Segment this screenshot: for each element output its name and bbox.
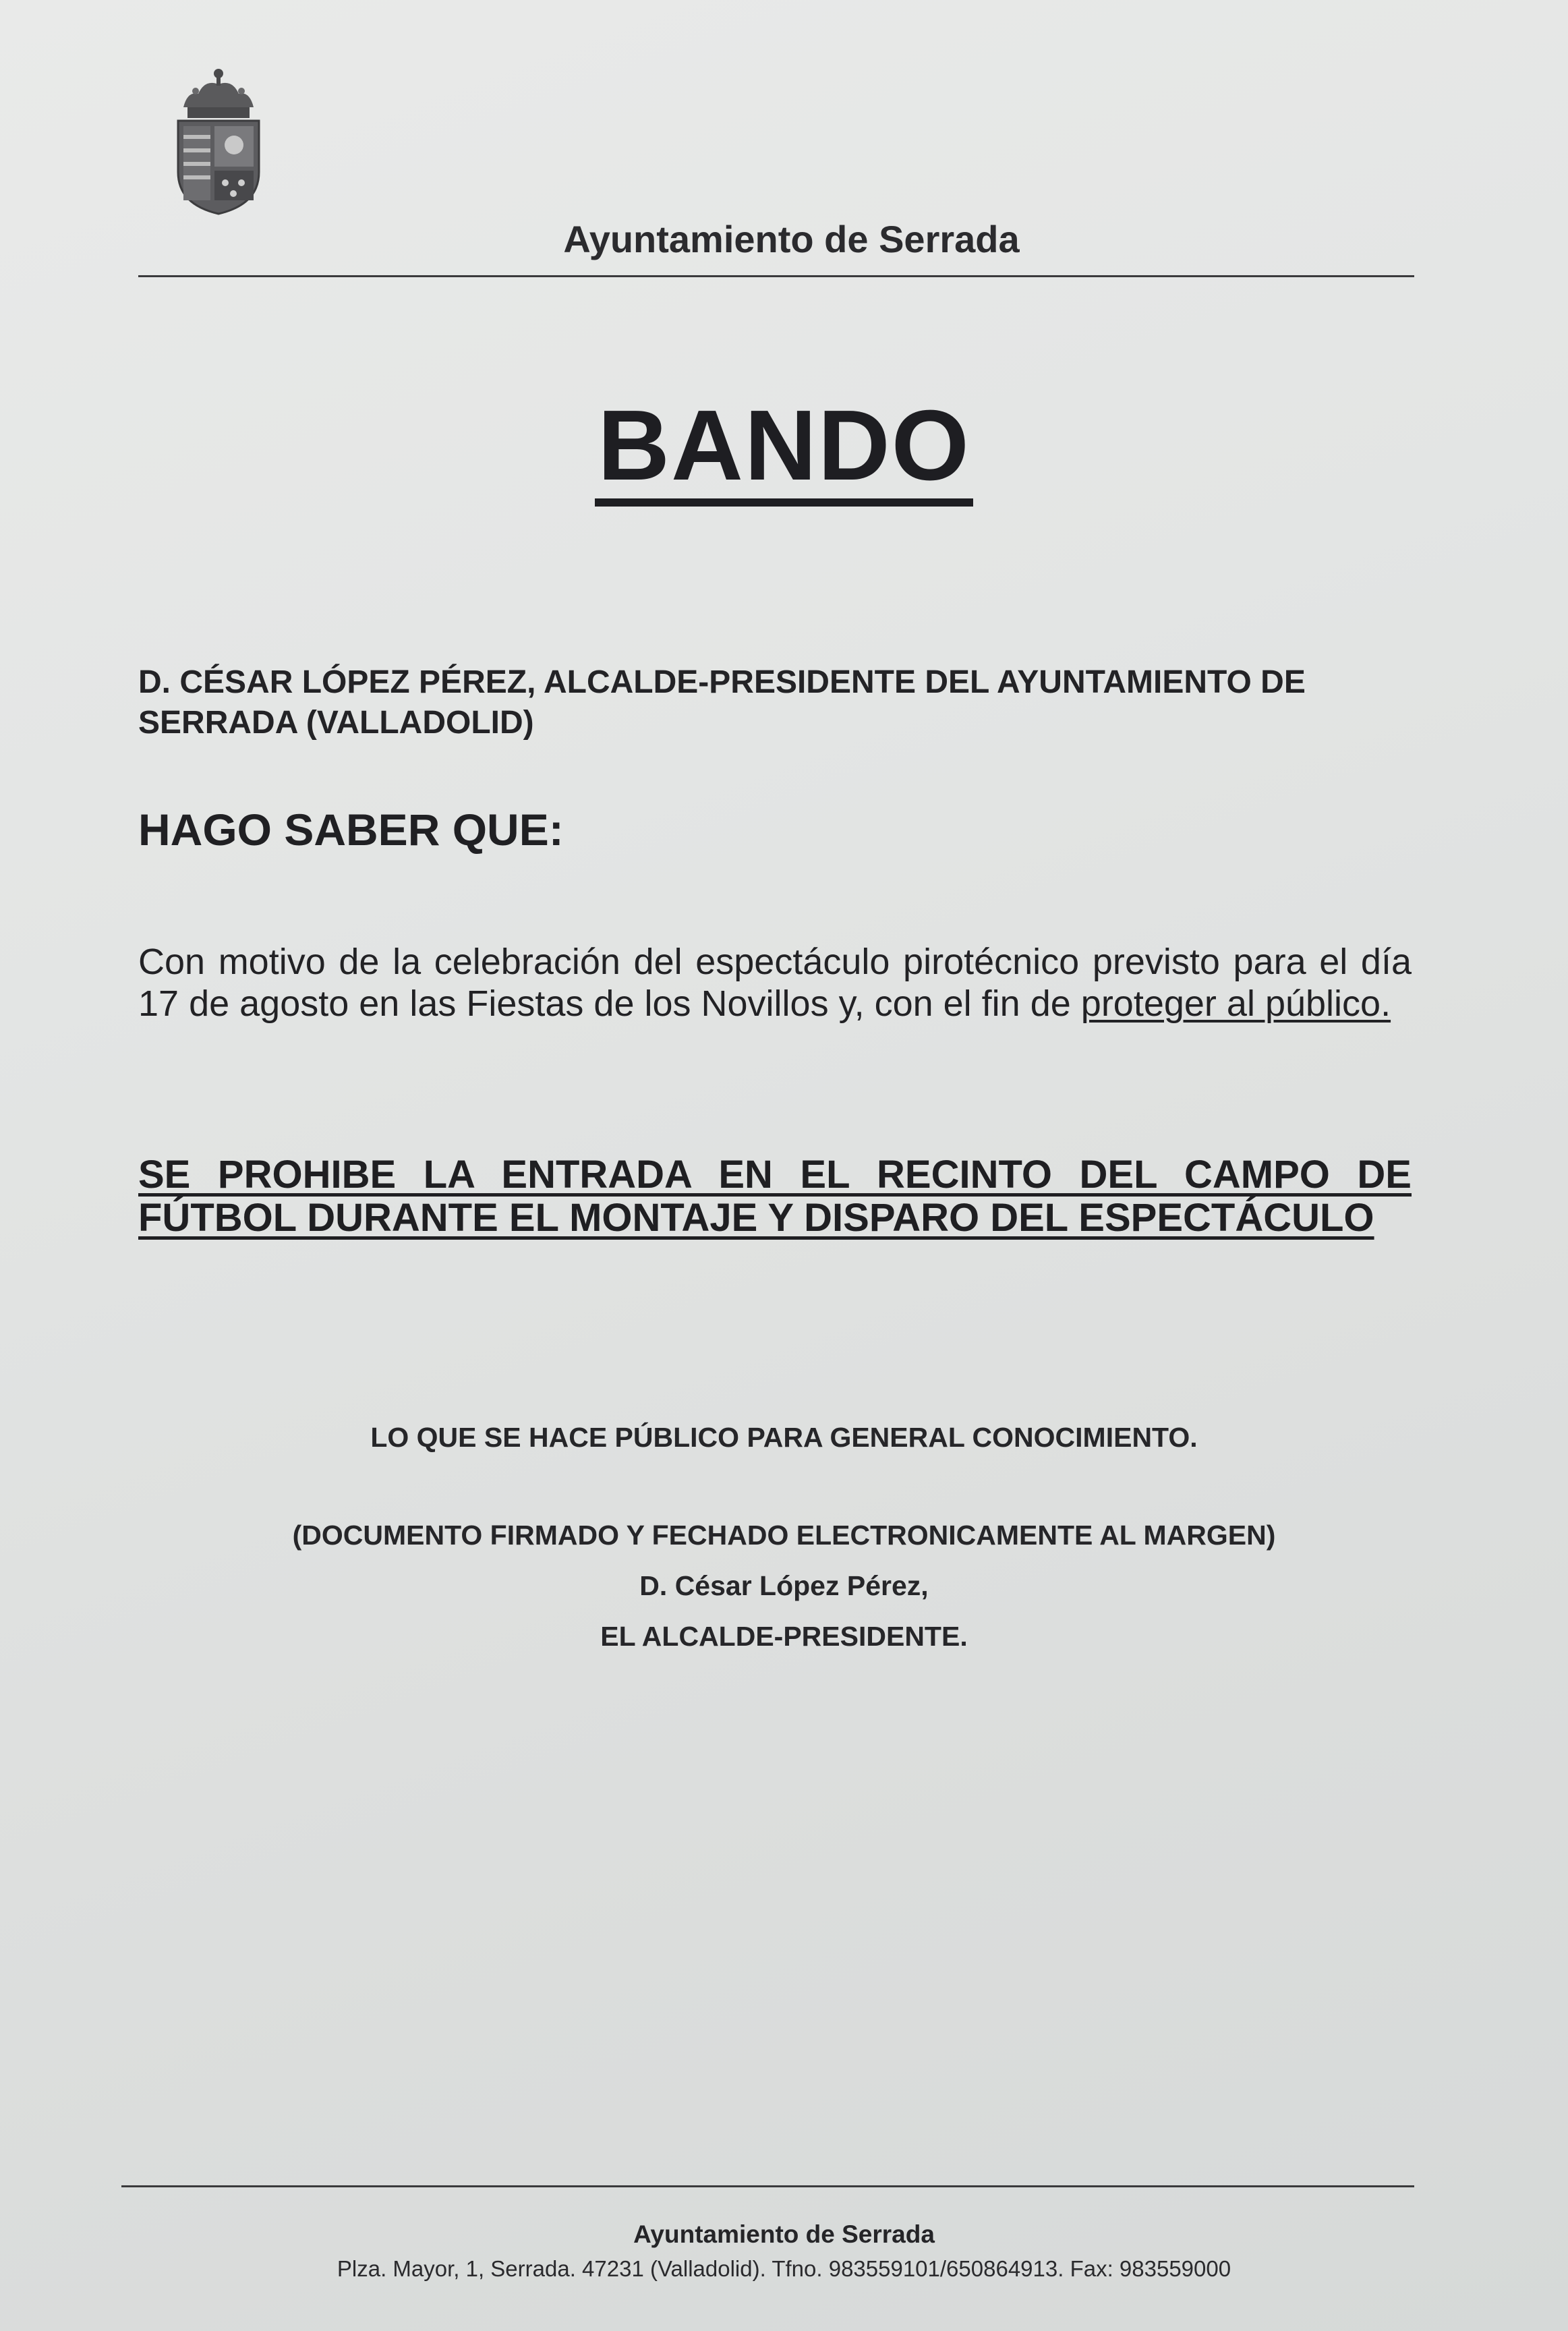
publicity-statement: LO QUE SE HACE PÚBLICO PARA GENERAL CONOCIMIENTO. [370, 1422, 1198, 1453]
signer-name: D. César López Pérez, [639, 1570, 929, 1601]
prohibition-notice: SE PROHIBE LA ENTRADA EN EL RECINTO DEL CAMPO DE FÚTBOL DURANTE EL MONTAJE Y DISPARO DEL ESPECTÁCULO [138, 1153, 1412, 1240]
footer-divider [121, 2185, 1414, 2187]
header-divider [138, 275, 1414, 277]
footer-name: Ayuntamiento de Serrada [633, 2220, 935, 2248]
issuer-line: D. CÉSAR LÓPEZ PÉREZ, ALCALDE-PRESIDENTE DEL AYUNTAMIENTO DE [138, 664, 1306, 700]
header-title: Ayuntamiento de Serrada [563, 218, 1020, 260]
coat-of-arms-icon [174, 64, 263, 216]
issuer-line: SERRADA (VALLADOLID) [138, 705, 534, 741]
motive-underlined-text: proteger al público. [1080, 983, 1391, 1024]
document-heading [0, 390, 1568, 507]
issuer-block [138, 662, 1420, 743]
announcement-label: HAGO SABER QUE: [138, 805, 564, 855]
signer-title: EL ALCALDE-PRESIDENTE. [600, 1621, 968, 1652]
footer-address: Plza. Mayor, 1, Serrada. 47231 (Valladolid). Tfno. 983559101/650864913. Fax: 983559000 [337, 2256, 1231, 2281]
motive-paragraph [138, 941, 1412, 1025]
heading-text: BANDO [595, 397, 973, 507]
signature-note: (DOCUMENTO FIRMADO Y FECHADO ELECTRONICAMENTE AL MARGEN) [292, 1520, 1276, 1551]
motive-text: Con motivo de la celebración del espectáculo pirotécnico previsto para el día 17 de agosto en las Fiestas de los Novillos y, con el fin de [138, 942, 1412, 1024]
